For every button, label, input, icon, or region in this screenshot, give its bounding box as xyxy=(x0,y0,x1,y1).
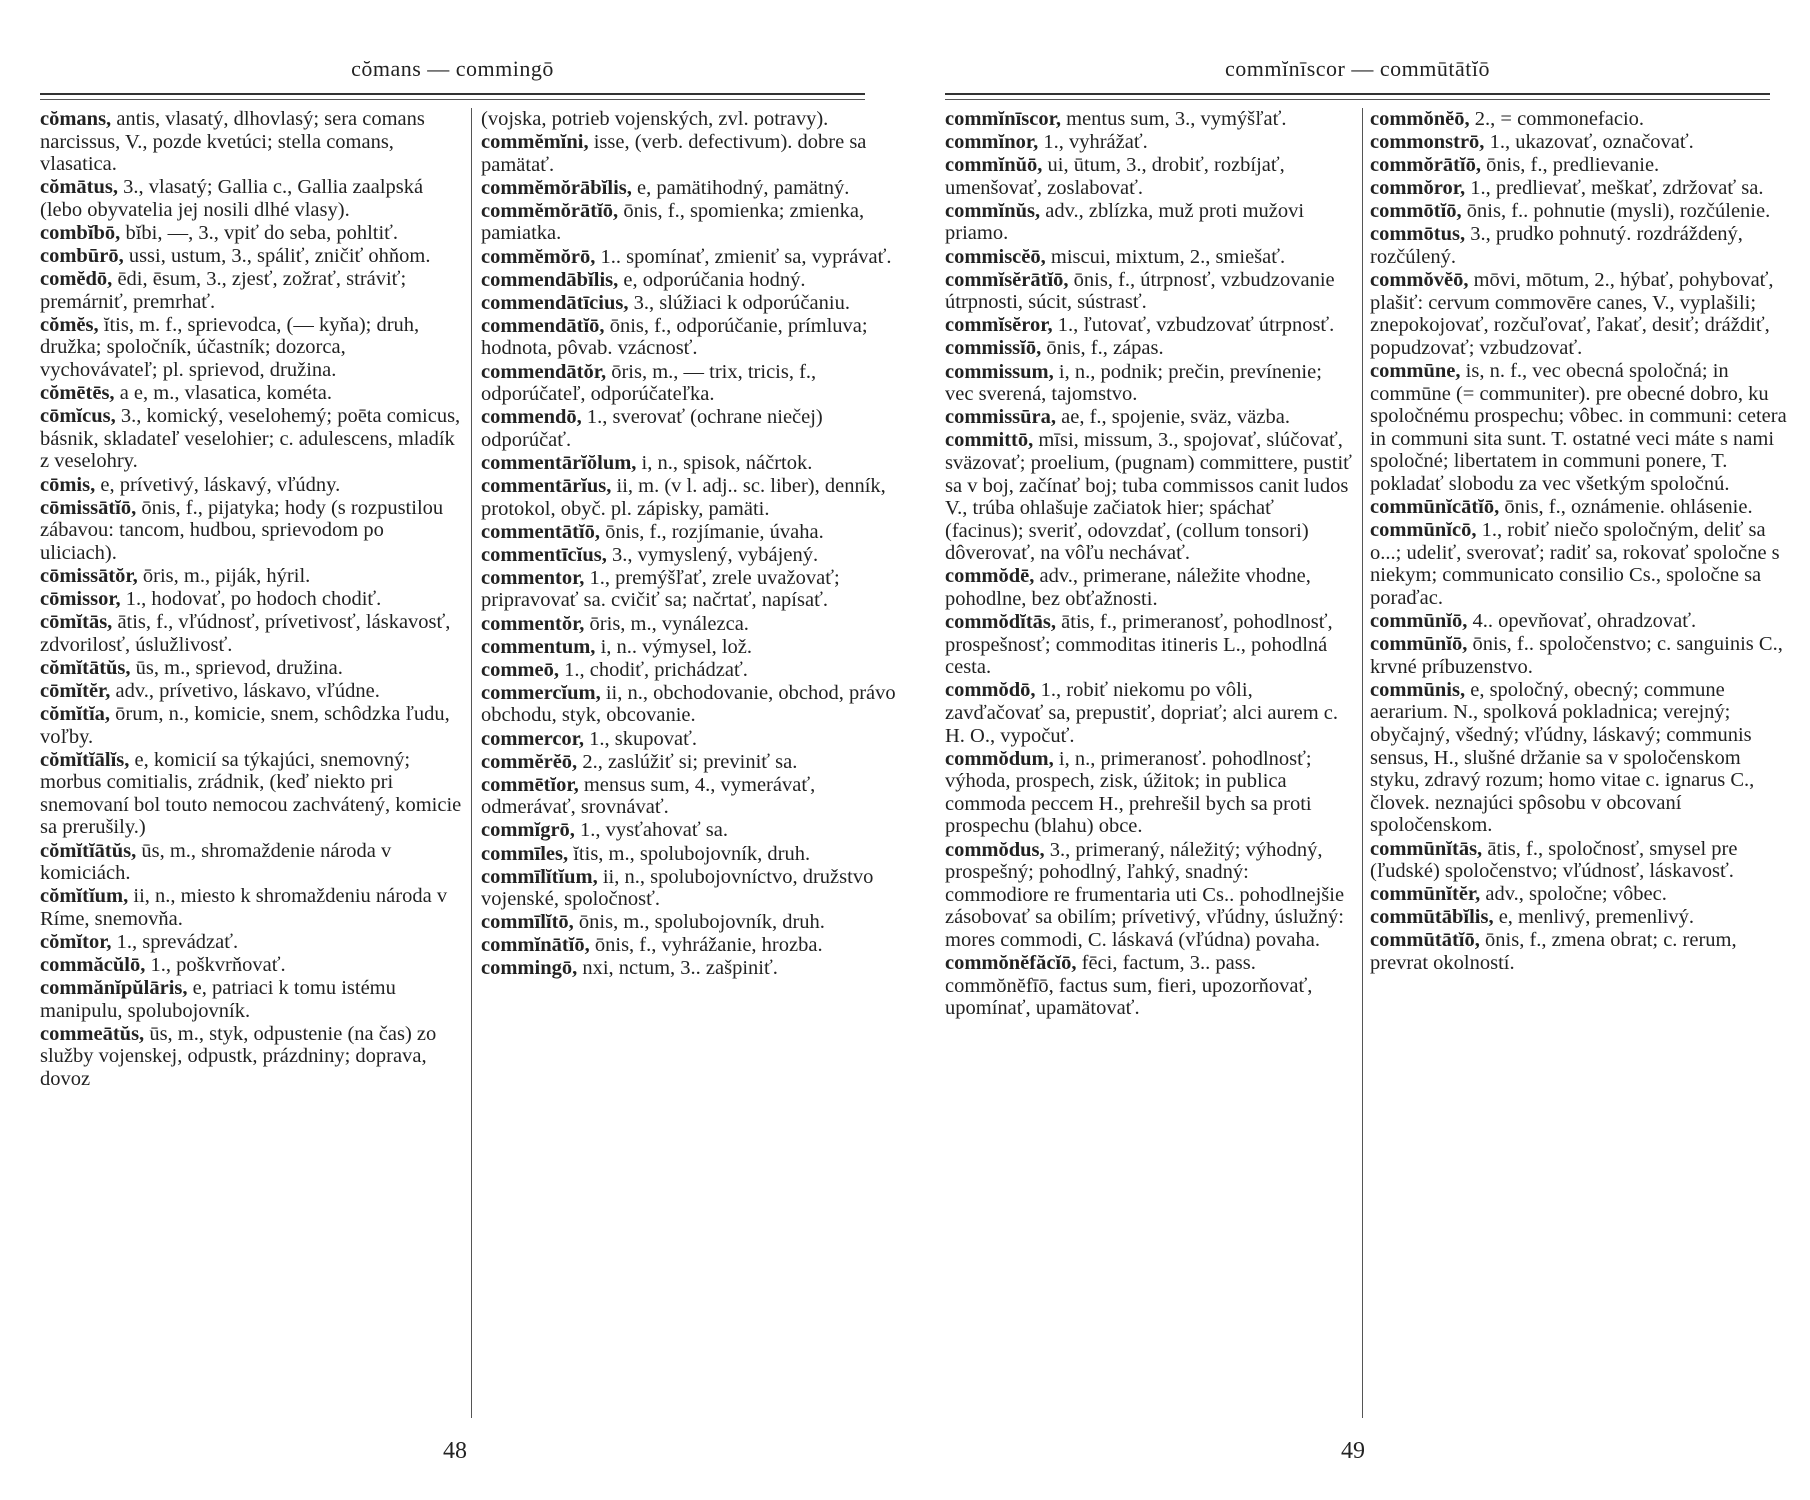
entry-headword: combĭbō, xyxy=(40,221,121,244)
dictionary-entry xyxy=(481,521,896,544)
entry-definition: 2., zaslúžiť si; previniť sa. xyxy=(577,750,798,773)
entry-headword: comĕdō, xyxy=(40,268,113,291)
entry-headword: commăcŭlō, xyxy=(40,953,146,976)
column-right xyxy=(1370,108,1790,1418)
dictionary-entry xyxy=(1370,883,1790,906)
entry-headword: commŏnĕō, xyxy=(1370,108,1470,130)
entry-definition: 1., sprevádzať. xyxy=(111,930,239,953)
dictionary-entry xyxy=(40,703,463,748)
dictionary-entry xyxy=(1370,269,1790,359)
entry-headword: cŏmĭtĭum, xyxy=(40,885,129,908)
dictionary-entry xyxy=(1370,154,1790,177)
entry-definition: e, pamätihodný, pamätný. xyxy=(631,176,850,199)
dictionary-entry xyxy=(945,952,1353,1020)
header-rule-thin xyxy=(40,99,865,100)
entry-definition: adv., zblízka, muž proti mužovi priamo. xyxy=(945,199,1305,245)
entry-headword: commūnĭcātĭō, xyxy=(1370,496,1500,519)
entry-headword: commeātŭs, xyxy=(40,1022,145,1045)
entry-definition: 1., robiť niečo spoločným, deliť sa o...; udeliť, sverovať; radiť sa, rokovať spoločne s niekym; communicato consilio Cs., spoločne sa poraďac. xyxy=(1370,519,1780,609)
entry-headword: commŏdē, xyxy=(945,565,1035,588)
entry-headword: commĕmŏrātĭō, xyxy=(481,199,619,222)
entry-headword: cōmĭtĕr, xyxy=(40,679,111,702)
dictionary-entry xyxy=(945,839,1353,952)
dictionary-entry xyxy=(945,337,1353,360)
entry-headword: commentor, xyxy=(481,566,585,589)
entry-definition: e, patriaci k tomu istému manipulu, spolubojovník. xyxy=(40,977,396,1022)
entry-headword: commūnĭtĕr, xyxy=(1370,883,1481,906)
entry-definition: adv., prívetivo, láskavo, vľúdne. xyxy=(110,679,380,702)
entry-definition: e, spoločný, obecný; commune aerarium. N., spolková pokladnica; verejný; obyčajný, všedný; vľúdny, láskavý; communis sensus, H., slušné držanie sa v spoločenskom styku, zdravý rozum; homo vitae c. ignarus C., človek. neznajúci spôsobu v obcovaní spoločenskom. xyxy=(1370,678,1755,837)
entry-headword: cŏmĭtor, xyxy=(40,930,112,953)
entry-headword: commŏvĕō, xyxy=(1370,269,1469,292)
entry-headword: commŏror, xyxy=(1370,177,1466,200)
entry-definition: 1., chodiť, prichádzať. xyxy=(558,658,748,681)
dictionary-entry xyxy=(481,452,896,475)
entry-definition: ii, n., spolubojovníctvo, družstvo vojenské, spoločnosť. xyxy=(481,865,874,911)
running-header: cŏmans — commingō xyxy=(351,56,554,81)
entry-headword: commercĭum, xyxy=(481,681,601,704)
dictionary-entry xyxy=(945,679,1353,747)
dictionary-entry xyxy=(40,497,463,565)
dictionary-entry xyxy=(1370,177,1790,200)
entry-definition: ōris, m., vynálezca. xyxy=(584,612,749,635)
dictionary-entry xyxy=(40,245,463,268)
entry-definition: ōnis, f., útrpnosť, vzbudzovanie útrpnosti, súcit, sústrasť. xyxy=(945,268,1335,314)
dictionary-entry xyxy=(481,636,896,659)
dictionary-entry xyxy=(945,565,1353,610)
entry-headword: cŏmĭtĭa, xyxy=(40,702,111,725)
entry-headword: commissūra, xyxy=(945,406,1057,429)
entry-headword: commūne, xyxy=(1370,360,1461,383)
entry-definition: is, n. f., vec obecná spoločná; in commūne (= communiter). pre obecné dobro, ku spoločnému prospechu; vôbec. in communi: cetera in communi sita sunt. T. ostatné veci máte s nami spoločné; libertatem in communi ponere, T. pokladať slobodu za vec všetkým spoločnú. xyxy=(1370,360,1787,495)
dictionary-entry xyxy=(40,108,463,176)
entry-headword: cŏmĭtātŭs, xyxy=(40,656,131,679)
entry-headword: cŏmātus, xyxy=(40,176,119,199)
entry-definition: miscui, mixtum, 2., smiešať. xyxy=(1045,245,1286,268)
entry-headword: commĭnātĭō, xyxy=(481,934,590,957)
entry-definition: ōnis, f.. pohnutie (mysli), rozčúlenie. xyxy=(1461,200,1771,223)
dictionary-entry xyxy=(481,682,896,727)
entry-headword: commŏdĭtās, xyxy=(945,611,1057,634)
header-rule xyxy=(945,93,1770,95)
entry-definition: adv., primerane, náležite vhodne, pohodlne, bez obťažnosti. xyxy=(945,565,1311,610)
entry-headword: commĭnor, xyxy=(945,131,1039,154)
dictionary-entry xyxy=(481,406,896,451)
dictionary-entry xyxy=(945,269,1353,314)
entry-headword: commūtābĭlis, xyxy=(1370,906,1494,929)
entry-definition: i, n., primeranosť. pohodlnosť; výhoda, prospech, zisk, úžitok; in publica commoda peccem H., prehrešil bych sa proti prospechu (blahu) obce. xyxy=(945,747,1312,838)
entry-definition: 4.. opevňovať, ohradzovať. xyxy=(1467,610,1697,633)
entry-definition: 1., vysťahovať sa. xyxy=(574,819,728,842)
dictionary-entry xyxy=(481,177,896,200)
entry-headword: commĭgrō, xyxy=(481,819,575,842)
entry-headword: commercor, xyxy=(481,727,585,750)
entry-headword: commōtĭō, xyxy=(1370,200,1462,223)
entry-definition: ātis, f., vľúdnosť, prívetivosť, láskavosť, zdvorilosť, úslužlivosť. xyxy=(40,611,451,656)
entry-headword: combūrō, xyxy=(40,245,124,268)
dictionary-entry xyxy=(481,292,896,315)
entry-headword: commĭnīscor, xyxy=(945,108,1061,130)
entry-headword: commīlĭtĭum, xyxy=(481,865,598,888)
dictionary-entry xyxy=(481,315,896,360)
entry-definition: ōnis, f., odporúčanie, prímluva; hodnota, pôvab. vzácnosť. xyxy=(481,314,868,360)
entry-definition: 3., vymyslený, vybájený. xyxy=(606,543,819,566)
dictionary-entry xyxy=(40,176,463,221)
dictionary-entry xyxy=(40,588,463,611)
entry-definition: ūs, m., sprievod, družina. xyxy=(130,656,343,679)
dictionary-entry xyxy=(40,931,463,954)
entry-definition: ōrum, n., komicie, snem, schôdzka ľudu, voľby. xyxy=(40,702,450,748)
dictionary-entry xyxy=(481,131,896,176)
dictionary-entry xyxy=(1370,679,1790,837)
entry-headword: cōmissor, xyxy=(40,587,121,610)
entry-headword: cŏmĕs, xyxy=(40,313,99,336)
dictionary-entry xyxy=(1370,108,1790,131)
entry-headword: commŏdum, xyxy=(945,747,1054,770)
entry-definition: i, n., podnik; prečin, prevínenie; vec sverená, tajomstvo. xyxy=(945,360,1322,406)
entry-definition: ōnis, f., pijatyka; hody (s rozpustilou zábavou: tancom, hudbou, sprievodom po uliciach). xyxy=(40,496,444,564)
entry-definition: i, n.. výmysel, lož. xyxy=(595,635,753,658)
dictionary-entry xyxy=(481,819,896,842)
entry-definition: ōnis, f., spomienka; zmienka, pamiatka. xyxy=(481,199,865,245)
dictionary-entry xyxy=(1370,610,1790,633)
dictionary-entry xyxy=(481,934,896,957)
header-rule xyxy=(40,93,865,95)
dictionary-entry xyxy=(481,269,896,292)
dictionary-entry xyxy=(945,406,1353,429)
entry-definition: 1., hodovať, po hodoch chodiť. xyxy=(120,587,382,610)
dictionary-entry xyxy=(40,565,463,588)
entry-headword: commĭsĕror, xyxy=(945,314,1053,337)
entry-definition: 1., ukazovať, označovať. xyxy=(1484,131,1694,154)
entry-definition: isse, (verb. defectivum). dobre sa pamätať. xyxy=(481,131,867,176)
entry-definition: 1.. spomínať, zmieniť sa, vyprávať. xyxy=(595,245,892,268)
entry-headword: commŏnĕfăcĭō, xyxy=(945,951,1077,974)
entry-headword: cŏmētēs, xyxy=(40,382,115,405)
entry-headword: commĭnŭs, xyxy=(945,199,1041,222)
dictionary-entry xyxy=(481,728,896,751)
dictionary-entry xyxy=(1370,838,1790,883)
dictionary-entry xyxy=(945,131,1353,154)
dictionary-entry xyxy=(40,657,463,680)
dictionary-entry xyxy=(1370,906,1790,929)
entry-definition: ūs, m., shromaždenie národa v komiciách. xyxy=(40,839,392,885)
entry-headword: commĭnŭō, xyxy=(945,154,1043,177)
column-right xyxy=(481,108,896,1418)
entry-definition: 1., robiť niekomu po vôli, zavďačovať sa, prepustiť, dopriať; alci aurem c. H. O., vypočuť. xyxy=(945,679,1338,747)
entry-headword: commētĭor, xyxy=(481,773,579,796)
dictionary-entry xyxy=(481,108,896,131)
dictionary-entry xyxy=(481,866,896,911)
entry-headword: commīles, xyxy=(481,842,569,865)
dictionary-entry xyxy=(1370,929,1790,974)
entry-headword: commănĭpŭlāris, xyxy=(40,977,188,1000)
right-page xyxy=(905,0,1810,1500)
dictionary-entry xyxy=(40,749,463,839)
entry-definition: ii, n., obchodovanie, obchod, právo obchodu, styk, obcovanie. xyxy=(481,681,896,727)
entry-definition: 1., ľutovať, vzbudzovať útrpnosť. xyxy=(1052,314,1335,337)
entry-definition: mentus sum, 3., vymýšľať. xyxy=(1060,108,1287,130)
entry-definition: mōvi, mōtum, 2., hýbať, pohybovať, plašiť: cervum commovēre canes, V., vyplašili; znepokojovať, rozčuľovať, ľakať, desiť; dráždiť, popudzovať; vzbudzovať. xyxy=(1370,269,1774,359)
entry-definition: ōnis, f., predlievanie. xyxy=(1481,154,1660,177)
dictionary-entry xyxy=(945,429,1353,565)
entry-headword: cōmissātĭō, xyxy=(40,496,137,519)
dictionary-entry xyxy=(1370,496,1790,519)
dictionary-entry xyxy=(40,611,463,656)
dictionary-entry xyxy=(40,268,463,313)
entry-headword: commŏdus, xyxy=(945,838,1045,861)
entry-headword: cōmis, xyxy=(40,473,96,496)
column-left xyxy=(945,108,1353,1418)
entry-definition: ōris, m., piják, hýril. xyxy=(137,564,311,587)
page-number: 49 xyxy=(1341,1438,1365,1464)
entry-definition: (vojska, potrieb vojenských, zvl. potravy). xyxy=(481,108,829,130)
entry-definition: 2., = commonefacio. xyxy=(1469,108,1645,130)
entry-headword: commĕmŏrō, xyxy=(481,245,596,268)
page-number: 48 xyxy=(443,1438,467,1464)
entry-headword: cŏmĭtĭātŭs, xyxy=(40,839,137,862)
dictionary-entry xyxy=(481,774,896,819)
entry-definition: ātis, f., primeranosť, pohodlnosť, prospešnosť; commoditas itineris L., pohodlná cesta. xyxy=(945,611,1333,679)
entry-headword: commīlĭtō, xyxy=(481,911,574,934)
entry-definition: ōnis, m., spolubojovník, druh. xyxy=(573,911,825,934)
entry-headword: commŏrātĭō, xyxy=(1370,154,1481,177)
dictionary-entry xyxy=(40,314,463,382)
entry-headword: cōmissātŏr, xyxy=(40,564,138,587)
column-left xyxy=(40,108,463,1418)
dictionary-entry xyxy=(481,911,896,934)
entry-definition: 1., vyhrážať. xyxy=(1038,131,1148,154)
entry-headword: commissĭō, xyxy=(945,337,1042,360)
entry-definition: ōnis, f., zápas. xyxy=(1041,337,1164,360)
entry-headword: commūnĭtās, xyxy=(1370,837,1483,860)
entry-definition: ii, n., miesto k shromaždeniu národa v Ríme, snemovňa. xyxy=(40,885,448,930)
entry-headword: commentīcĭus, xyxy=(481,543,607,566)
header-rule-thin xyxy=(945,99,1770,100)
entry-headword: cŏmĭtĭālĭs, xyxy=(40,748,130,771)
dictionary-entry xyxy=(481,659,896,682)
entry-headword: committō, xyxy=(945,429,1034,452)
entry-definition: 3., vlasatý; Gallia c., Gallia zaalpská (lebo obyvatelia jej nosili dlhé vlasy). xyxy=(40,176,424,221)
entry-definition: bĭbi, —, 3., vpiť do seba, pohltiť. xyxy=(120,221,399,244)
entry-headword: commentum, xyxy=(481,635,596,658)
entry-definition: ōnis, f.. spoločenstvo; c. sanguinis C., krvné príbuzenstvo. xyxy=(1370,633,1783,678)
dictionary-entry xyxy=(945,154,1353,199)
entry-definition: e, menlivý, premenlivý. xyxy=(1493,906,1694,929)
entry-definition: mensus sum, 4., vymerávať, odmerávať, srovnávať. xyxy=(481,773,816,819)
entry-headword: commiscĕō, xyxy=(945,245,1046,268)
entry-definition: ōnis, f., rozjímanie, úvaha. xyxy=(599,520,824,543)
entry-headword: commendātĭō, xyxy=(481,314,605,337)
dictionary-entry xyxy=(40,1023,463,1091)
entry-headword: commūtātĭō, xyxy=(1370,929,1480,952)
dictionary-entry xyxy=(40,382,463,405)
dictionary-entry xyxy=(945,200,1353,245)
entry-headword: commŏdō, xyxy=(945,679,1036,702)
entry-headword: commonstrō, xyxy=(1370,131,1485,154)
entry-headword: cŏmans, xyxy=(40,108,112,130)
entry-definition: adv., spoločne; vôbec. xyxy=(1480,883,1667,906)
dictionary-entry xyxy=(40,405,463,473)
entry-headword: commūnĭō, xyxy=(1370,633,1468,656)
dictionary-entry xyxy=(1370,519,1790,609)
entry-definition: 1., poškvrňovať. xyxy=(145,953,286,976)
entry-headword: cōmĭtās, xyxy=(40,611,113,634)
entry-definition: ĭtis, m. f., sprievodca, (— kyňa); druh, družka; spoločník, účastník; dozorca, vychovávateľ; pl. sprievod, družina. xyxy=(40,313,420,382)
entry-headword: commĕmĭni, xyxy=(481,131,589,154)
entry-headword: commentŏr, xyxy=(481,612,585,635)
dictionary-entry xyxy=(40,977,463,1022)
dictionary-entry xyxy=(481,957,896,980)
dictionary-entry xyxy=(945,314,1353,337)
dictionary-entry xyxy=(481,361,896,406)
entry-definition: fēci, factum, 3.. pass. commŏnĕfīō, factus sum, fieri, upozorňovať, upomínať, upamätovať. xyxy=(945,951,1313,1020)
dictionary-entry xyxy=(40,222,463,245)
entry-definition: ātis, f., spoločnosť, smysel pre (ľudské) spoločenstvo; vľúdnosť, láskavosť. xyxy=(1370,837,1738,883)
entry-headword: commentātĭō, xyxy=(481,520,600,543)
dictionary-entry xyxy=(945,748,1353,838)
dictionary-entry xyxy=(481,843,896,866)
dictionary-entry xyxy=(481,751,896,774)
entry-definition: 1., predlievať, meškať, zdržovať sa. xyxy=(1465,177,1764,200)
dictionary-entry xyxy=(481,544,896,567)
entry-definition: e, prívetivý, láskavý, vľúdny. xyxy=(95,473,341,496)
entry-headword: commentārĭus, xyxy=(481,475,612,497)
entry-definition: i, n., spisok, náčrtok. xyxy=(636,451,813,474)
entry-headword: commeō, xyxy=(481,658,559,681)
entry-headword: commōtus, xyxy=(1370,223,1466,246)
dictionary-entry xyxy=(945,611,1353,679)
entry-definition: 3., komický, veselohemý; poēta comicus, básnik, skladateľ veselohier; c. adulescens, mladík z veselohry. xyxy=(40,405,461,473)
column-divider xyxy=(1362,108,1363,1418)
entry-definition: 1., sverovať (ochrane niečej) odporúčať. xyxy=(481,406,823,451)
dictionary-entry xyxy=(481,567,896,612)
entry-definition: ōris, m., — trix, tricis, f., odporúčateľ, odporúčateľka. xyxy=(481,360,817,406)
entry-headword: commendābĭlis, xyxy=(481,268,619,291)
entry-headword: commendātŏr, xyxy=(481,360,607,383)
entry-headword: commingō, xyxy=(481,957,578,980)
entry-definition: a e, m., vlasatica, kométa. xyxy=(114,382,333,405)
entry-headword: commĕrĕō, xyxy=(481,750,578,773)
dictionary-entry xyxy=(481,613,896,636)
entry-definition: ae, f., spojenie, sväz, väzba. xyxy=(1056,406,1290,429)
column-divider xyxy=(471,108,472,1418)
entry-definition: ĭtis, m., spolubojovník, druh. xyxy=(568,842,811,865)
entry-headword: commūnĭō, xyxy=(1370,610,1468,633)
entry-headword: commūnĭcō, xyxy=(1370,519,1477,542)
entry-definition: 3., prudko pohnutý. rozdráždený, rozčúlený. xyxy=(1370,223,1743,269)
dictionary-entry xyxy=(40,840,463,885)
dictionary-entry xyxy=(1370,131,1790,154)
entry-definition: e, odporúčania hodný. xyxy=(618,268,806,291)
dictionary-entry xyxy=(481,200,896,245)
entry-definition: 3., slúžiaci k odporúčaniu. xyxy=(628,291,850,314)
entry-headword: cōmĭcus, xyxy=(40,405,116,428)
dictionary-entry xyxy=(40,474,463,497)
entry-definition: 3., primeraný, náležitý; výhodný, prospešný; pohodlný, ľahký, snadný: commodiore re frumentaria uti Cs.. pohodlnejšie zásobovať sa obilím; prívetivý, vľúdny, úslužný: mores commodi, C. láskavá (vľúdna) povaha. xyxy=(945,838,1345,951)
dictionary-entry xyxy=(945,246,1353,269)
dictionary-entry xyxy=(40,680,463,703)
dictionary-entry xyxy=(40,885,463,930)
entry-definition: ūs, m., styk, odpustenie (na čas) zo služby vojenskej, odpustk, prázdniny; doprava, dovoz xyxy=(40,1022,437,1090)
entry-definition: antis, vlasatý, dlhovlasý; sera comans narcissus, V., pozde kvetúci; stella comans, vlasatica. xyxy=(40,108,425,176)
entry-headword: commendō, xyxy=(481,406,582,429)
entry-definition: nxi, nctum, 3.. zašpiniť. xyxy=(577,957,778,980)
entry-headword: commissum, xyxy=(945,360,1054,383)
entry-headword: commendātīcius, xyxy=(481,291,629,314)
entry-definition: ii, m. (v l. adj.. sc. liber), denník, protokol, obyč. pl. zápisky, pamäti. xyxy=(481,475,886,520)
entry-definition: ussi, ustum, 3., spáliť, zničiť ohňom. xyxy=(123,245,431,268)
running-header: commĭnīscor — commūtātĭō xyxy=(1225,56,1490,81)
dictionary-entry xyxy=(481,246,896,269)
dictionary-entry xyxy=(945,361,1353,406)
entry-headword: commĭsĕrātĭō, xyxy=(945,268,1069,291)
entry-headword: commĕmŏrābĭlis, xyxy=(481,176,632,199)
entry-definition: ui, ūtum, 3., drobiť, rozbíjať, umenšovať, zoslabovať. xyxy=(945,154,1285,199)
dictionary-entry xyxy=(1370,200,1790,223)
dictionary-entry xyxy=(1370,633,1790,678)
entry-definition: 1., premýšľať, zrele uvažovať; pripravovať sa. cvičiť sa; načrtať, napísať. xyxy=(481,566,840,612)
entry-headword: commentārĭŏlum, xyxy=(481,451,637,474)
entry-definition: ōnis, f., oznámenie. ohlásenie. xyxy=(1499,496,1753,519)
dictionary-entry xyxy=(1370,360,1790,496)
dictionary-entry xyxy=(481,475,896,520)
entry-definition: 1., skupovať. xyxy=(584,727,697,750)
entry-definition: e, komicií sa týkajúci, snemovný; morbus comitialis, zrádnik, (keď niekto pri snemovaní bol touto nemocou zachvátený, komicie sa prerušily.) xyxy=(40,748,462,839)
entry-definition: mīsi, missum, 3., spojovať, slúčovať, sväzovať; proelium, (pugnam) committere, pustiť sa v boj, začínať boj; tuba commissos canit ludos V., trúba ohlašuje začiatok hier; spáchať (facinus); sveriť, odovzdať, (collum tonsori) dôverovať, na vôľu nechávať. xyxy=(945,429,1352,565)
entry-definition: ēdi, ēsum, 3., zjesť, zožrať, stráviť; premárniť, premrhať. xyxy=(40,268,407,313)
entry-definition: ōnis, f., vyhrážanie, hrozba. xyxy=(589,934,823,957)
dictionary-entry xyxy=(1370,223,1790,268)
dictionary-entry xyxy=(40,954,463,977)
entry-definition: ōnis, f., zmena obrat; c. rerum, prevrat okolností. xyxy=(1370,929,1737,974)
dictionary-entry xyxy=(945,108,1353,131)
entry-headword: commūnis, xyxy=(1370,678,1466,701)
